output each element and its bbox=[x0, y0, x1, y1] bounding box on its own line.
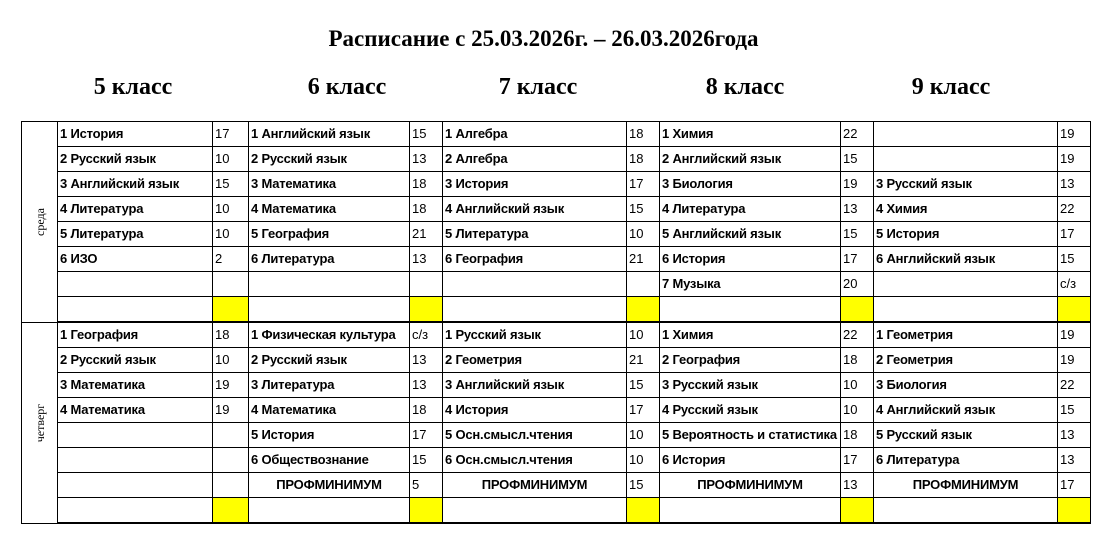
room-cell: 19 bbox=[1058, 348, 1091, 373]
subject-cell: 4 Математика bbox=[249, 197, 410, 222]
subject-cell: 1 Химия bbox=[660, 322, 841, 348]
subject-cell bbox=[58, 423, 213, 448]
subject-cell: ПРОФМИНИМУМ bbox=[660, 473, 841, 498]
room-cell bbox=[213, 423, 249, 448]
room-cell: 18 bbox=[410, 172, 443, 197]
room-cell: 17 bbox=[627, 172, 660, 197]
subject-cell: 6 Литература bbox=[874, 448, 1058, 473]
room-cell: 13 bbox=[841, 197, 874, 222]
subject-cell bbox=[58, 448, 213, 473]
subject-cell: 4 Химия bbox=[874, 197, 1058, 222]
schedule-row bbox=[22, 322, 1091, 348]
subject-cell bbox=[874, 122, 1058, 147]
subject-cell bbox=[58, 272, 213, 297]
subject-cell: 6 ИЗО bbox=[58, 247, 213, 272]
room-cell: 21 bbox=[410, 222, 443, 247]
subject-cell bbox=[58, 297, 213, 323]
subject-cell bbox=[249, 272, 410, 297]
room-cell: 13 bbox=[410, 373, 443, 398]
subject-cell: 4 Английский язык bbox=[443, 197, 627, 222]
room-cell: 15 bbox=[1058, 398, 1091, 423]
subject-cell: 4 Литература bbox=[660, 197, 841, 222]
room-cell bbox=[1058, 297, 1091, 323]
subject-cell: 3 Биология bbox=[660, 172, 841, 197]
subject-cell bbox=[249, 498, 410, 524]
room-cell: 10 bbox=[213, 197, 249, 222]
room-cell: 22 bbox=[841, 322, 874, 348]
subject-cell: 1 Геометрия bbox=[874, 322, 1058, 348]
subject-cell: ПРОФМИНИМУМ bbox=[443, 473, 627, 498]
schedule-row bbox=[22, 197, 1091, 222]
room-cell: 17 bbox=[213, 122, 249, 147]
room-cell: 18 bbox=[213, 322, 249, 348]
room-cell: 22 bbox=[841, 122, 874, 147]
subject-cell: 5 Английский язык bbox=[660, 222, 841, 247]
subject-cell: 5 Осн.смысл.чтения bbox=[443, 423, 627, 448]
room-cell: 10 bbox=[841, 398, 874, 423]
room-cell bbox=[213, 498, 249, 524]
room-cell bbox=[1058, 498, 1091, 524]
grade-header-7: 7 класс bbox=[498, 74, 578, 100]
room-cell bbox=[410, 272, 443, 297]
subject-cell: 6 Обществознание bbox=[249, 448, 410, 473]
subject-cell: 4 Математика bbox=[58, 398, 213, 423]
room-cell: 13 bbox=[1058, 423, 1091, 448]
subject-cell: 5 Русский язык bbox=[874, 423, 1058, 448]
day-label: четверг bbox=[32, 403, 47, 442]
subject-cell: 6 История bbox=[660, 448, 841, 473]
subject-cell: ПРОФМИНИМУМ bbox=[874, 473, 1058, 498]
room-cell: 10 bbox=[627, 322, 660, 348]
room-cell: 13 bbox=[410, 247, 443, 272]
subject-cell bbox=[660, 498, 841, 524]
room-cell bbox=[627, 297, 660, 323]
subject-cell: 1 Алгебра bbox=[443, 122, 627, 147]
subject-cell: 4 Математика bbox=[249, 398, 410, 423]
room-cell: 15 bbox=[410, 448, 443, 473]
room-cell: 19 bbox=[841, 172, 874, 197]
room-cell: 13 bbox=[841, 473, 874, 498]
room-cell: 19 bbox=[1058, 122, 1091, 147]
schedule-row bbox=[22, 247, 1091, 272]
room-cell bbox=[410, 498, 443, 524]
subject-cell: 3 Литература bbox=[249, 373, 410, 398]
subject-cell: 6 География bbox=[443, 247, 627, 272]
subject-cell: 3 Английский язык bbox=[58, 172, 213, 197]
subject-cell: 3 Английский язык bbox=[443, 373, 627, 398]
room-cell: 15 bbox=[627, 197, 660, 222]
room-cell: 21 bbox=[627, 348, 660, 373]
room-cell bbox=[627, 498, 660, 524]
day-label: среда bbox=[32, 207, 47, 236]
schedule-row bbox=[22, 423, 1091, 448]
subject-cell: 7 Музыка bbox=[660, 272, 841, 297]
subject-cell: 1 Химия bbox=[660, 122, 841, 147]
subject-cell: 4 Литература bbox=[58, 197, 213, 222]
schedule-row bbox=[22, 473, 1091, 498]
room-cell bbox=[841, 297, 874, 323]
room-cell bbox=[213, 297, 249, 323]
room-cell: 10 bbox=[213, 222, 249, 247]
room-cell: 20 bbox=[841, 272, 874, 297]
subject-cell: 3 Русский язык bbox=[660, 373, 841, 398]
room-cell bbox=[213, 448, 249, 473]
schedule-row bbox=[22, 373, 1091, 398]
room-cell bbox=[213, 272, 249, 297]
room-cell: 13 bbox=[1058, 448, 1091, 473]
subject-cell: 5 Литература bbox=[58, 222, 213, 247]
schedule-row bbox=[22, 398, 1091, 423]
room-cell: 10 bbox=[213, 147, 249, 172]
room-cell: 15 bbox=[1058, 247, 1091, 272]
subject-cell bbox=[874, 297, 1058, 323]
room-cell: 13 bbox=[1058, 172, 1091, 197]
room-cell: 17 bbox=[841, 247, 874, 272]
subject-cell: 5 Литература bbox=[443, 222, 627, 247]
room-cell: 18 bbox=[627, 147, 660, 172]
subject-cell: 1 Физическая культура bbox=[249, 322, 410, 348]
subject-cell bbox=[58, 473, 213, 498]
subject-cell bbox=[874, 498, 1058, 524]
subject-cell: 3 История bbox=[443, 172, 627, 197]
room-cell: с/з bbox=[410, 322, 443, 348]
schedule-row bbox=[22, 222, 1091, 247]
subject-cell: 4 Русский язык bbox=[660, 398, 841, 423]
subject-cell: 2 Английский язык bbox=[660, 147, 841, 172]
subject-cell: 6 Литература bbox=[249, 247, 410, 272]
grade-header-8: 8 класс bbox=[705, 74, 785, 100]
room-cell: 17 bbox=[1058, 222, 1091, 247]
subject-cell bbox=[443, 272, 627, 297]
room-cell: 18 bbox=[410, 197, 443, 222]
subject-cell: 6 История bbox=[660, 247, 841, 272]
room-cell: 18 bbox=[841, 423, 874, 448]
subject-cell: 3 Математика bbox=[249, 172, 410, 197]
subject-cell: 3 Русский язык bbox=[874, 172, 1058, 197]
room-cell: 17 bbox=[410, 423, 443, 448]
subject-cell: 2 Алгебра bbox=[443, 147, 627, 172]
schedule-row bbox=[22, 498, 1091, 524]
schedule-row bbox=[22, 348, 1091, 373]
grade-header-9: 9 класс bbox=[911, 74, 991, 100]
room-cell bbox=[410, 297, 443, 323]
page-title: Расписание с 25.03.2026г. – 26.03.2026года bbox=[328, 26, 759, 51]
room-cell: 10 bbox=[627, 448, 660, 473]
subject-cell: 4 История bbox=[443, 398, 627, 423]
grade-header-6: 6 класс bbox=[307, 74, 387, 100]
room-cell: 15 bbox=[627, 373, 660, 398]
subject-cell: 1 Русский язык bbox=[443, 322, 627, 348]
subject-cell bbox=[443, 297, 627, 323]
subject-cell: 2 Русский язык bbox=[249, 147, 410, 172]
room-cell bbox=[841, 498, 874, 524]
schedule-row bbox=[22, 172, 1091, 197]
subject-cell: 5 История bbox=[874, 222, 1058, 247]
room-cell: 10 bbox=[627, 423, 660, 448]
subject-cell: 1 География bbox=[58, 322, 213, 348]
subject-cell: 2 География bbox=[660, 348, 841, 373]
grade-header-5: 5 класс bbox=[93, 74, 173, 100]
room-cell: 22 bbox=[1058, 373, 1091, 398]
day-cell bbox=[22, 322, 58, 523]
schedule-row bbox=[22, 448, 1091, 473]
room-cell: 22 bbox=[1058, 197, 1091, 222]
subject-cell: 2 Русский язык bbox=[58, 147, 213, 172]
room-cell: 19 bbox=[1058, 322, 1091, 348]
room-cell: 17 bbox=[841, 448, 874, 473]
schedule-row bbox=[22, 272, 1091, 297]
subject-cell: 5 Вероятность и статистика bbox=[660, 423, 841, 448]
subject-cell: 3 Математика bbox=[58, 373, 213, 398]
subject-cell: 5 География bbox=[249, 222, 410, 247]
room-cell: 15 bbox=[410, 122, 443, 147]
subject-cell: 1 История bbox=[58, 122, 213, 147]
subject-cell bbox=[660, 297, 841, 323]
subject-cell: 6 Осн.смысл.чтения bbox=[443, 448, 627, 473]
room-cell: 2 bbox=[213, 247, 249, 272]
subject-cell bbox=[249, 297, 410, 323]
subject-cell bbox=[443, 498, 627, 524]
room-cell: 13 bbox=[410, 348, 443, 373]
room-cell: 19 bbox=[1058, 147, 1091, 172]
room-cell: 18 bbox=[410, 398, 443, 423]
room-cell: 18 bbox=[627, 122, 660, 147]
room-cell bbox=[627, 272, 660, 297]
subject-cell: 2 Русский язык bbox=[249, 348, 410, 373]
subject-cell: 3 Биология bbox=[874, 373, 1058, 398]
subject-cell: 6 Английский язык bbox=[874, 247, 1058, 272]
subject-cell: 2 Геометрия bbox=[874, 348, 1058, 373]
subject-cell: ПРОФМИНИМУМ bbox=[249, 473, 410, 498]
subject-cell bbox=[58, 498, 213, 524]
subject-cell bbox=[874, 147, 1058, 172]
room-cell: 5 bbox=[410, 473, 443, 498]
room-cell: 10 bbox=[627, 222, 660, 247]
room-cell bbox=[213, 473, 249, 498]
room-cell: 10 bbox=[213, 348, 249, 373]
subject-cell bbox=[874, 272, 1058, 297]
schedule-row bbox=[22, 147, 1091, 172]
room-cell: 19 bbox=[213, 373, 249, 398]
room-cell: 15 bbox=[627, 473, 660, 498]
schedule-row bbox=[22, 122, 1091, 147]
room-cell: 15 bbox=[841, 147, 874, 172]
room-cell: 15 bbox=[213, 172, 249, 197]
subject-cell: 5 История bbox=[249, 423, 410, 448]
room-cell: 15 bbox=[841, 222, 874, 247]
subject-cell: 1 Английский язык bbox=[249, 122, 410, 147]
day-cell bbox=[22, 122, 58, 323]
schedule-table bbox=[21, 121, 1091, 524]
subject-cell: 4 Английский язык bbox=[874, 398, 1058, 423]
room-cell: 13 bbox=[410, 147, 443, 172]
subject-cell: 2 Русский язык bbox=[58, 348, 213, 373]
room-cell: 21 bbox=[627, 247, 660, 272]
room-cell: 19 bbox=[213, 398, 249, 423]
room-cell: 18 bbox=[841, 348, 874, 373]
room-cell: с/з bbox=[1058, 272, 1091, 297]
room-cell: 17 bbox=[1058, 473, 1091, 498]
schedule-row bbox=[22, 297, 1091, 323]
subject-cell: 2 Геометрия bbox=[443, 348, 627, 373]
room-cell: 17 bbox=[627, 398, 660, 423]
room-cell: 10 bbox=[841, 373, 874, 398]
